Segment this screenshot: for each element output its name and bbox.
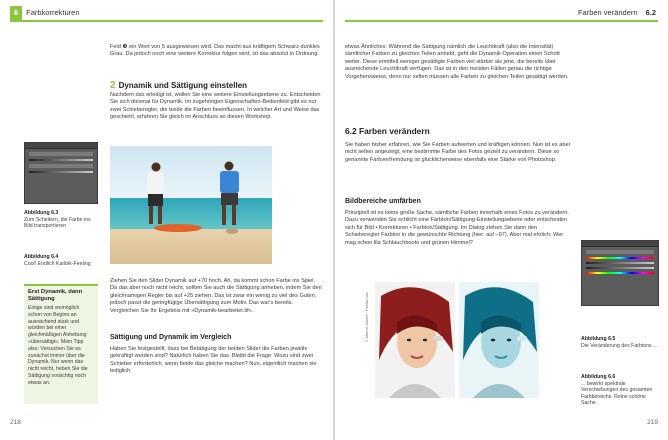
caption-6-4	[24, 254, 100, 267]
panel-titlebar	[25, 143, 97, 149]
person-1-shirt	[147, 172, 164, 194]
panel-titlebar	[582, 241, 658, 247]
right-section-text: Sie haben bisher erfahren, wie Sie Farben aufwerten und kräftigen können. Nun ist es aber nicht selten angezeigt, eine bestimmte Farbe des Fotos gezielt zu verändern. Diese so genannte Farbverfremdung ist glücklicherweise ebenfalls eine Stärke von Photoshop.	[345, 142, 571, 163]
section-running-title: Farben verändern	[577, 8, 638, 17]
right-sub-text: Prinzipiell ist es keine große Sache, sämtliche Farben innerhalb eines Fotos zu verändern. Dazu verwenden Sie schlicht eine Farbton/Sättigung-Einstellungsebene oder entscheiden sich für Bild • Korrekturen • Farbton/Sättigung. Im Dialog ziehen Sie dann den Schieberegler Farbton in die gewünschte Richtung (hier: auf –97). Aber mal ehrlich: Wer mag schon lila Schlauchboote und grünen Himmel?	[345, 210, 569, 246]
person-1-leg	[149, 206, 153, 224]
portrait-hue-shifted-art	[459, 282, 539, 398]
kayak-shape	[154, 224, 202, 232]
lightness-slider	[586, 267, 654, 269]
beach-figures	[110, 146, 272, 264]
caption-6-6	[581, 374, 661, 407]
left-page-header	[10, 6, 323, 22]
photo-credit-text: © Marcel Valcier / Fotolia.com	[365, 291, 369, 342]
person-2-shirt	[220, 171, 239, 193]
portrait-original-art	[375, 282, 455, 398]
tip-box-text: Einige sind womöglich schon von Beginn an ausreichend stark und würden bei einer gleichmäßigen Anhebung »übersättigt«. Mein Tipp also: Versuchen Sie es zunächst immer über die Dynamik. Nur wenn das nicht reicht, heben Sie die Sättigung vorsichtig noch etwas an.	[28, 305, 88, 386]
tip-box-title: Erst Dynamik, dann Sättigung	[28, 289, 83, 302]
subsection-heading-left: Sättigung und Dynamik im Vergleich	[110, 334, 232, 341]
caption-6-4-text: Cool! Endlich Karibik-Feeling	[24, 260, 91, 267]
caption-6-3	[24, 210, 100, 230]
portrait-hue-shifted	[459, 282, 539, 398]
caption-6-5-label: Abbildung 6.5	[581, 336, 616, 342]
caption-6-5-text: Die Veränderung des Farbtons ...	[581, 342, 658, 349]
beach-prop	[226, 228, 238, 234]
section-heading-6-2: 6.2 Farben verändern	[345, 126, 430, 136]
person-1-leg	[158, 206, 162, 224]
right-intro-text: etwas Ähnliches. Während die Sättigung nämlich die Leuchtkraft (also die Intensität) sämtlicher Farben zu gleichen Teilen anhebt, geht die Dynamik-Operation einen Schritt weiter. Diese ermittelt weniger gesättigte Farben viel stärker als jene, die bereits über ausreichende Leuchtkraft verfügen. Das ist in den meisten Fällen genau die richtige Vorgehensweise, denn nur selten müssen alle Farben zu gleichen Teilen gesättigt werden.	[345, 44, 569, 80]
person-2-shorts	[221, 193, 238, 205]
step-title: Dynamik und Sättigung einstellen	[118, 81, 248, 90]
caption-6-3-label: Abbildung 6.3	[24, 210, 59, 216]
step-heading	[110, 80, 247, 91]
chapter-number: 6	[10, 6, 22, 20]
left-page	[0, 0, 333, 440]
caption-6-5	[581, 336, 661, 349]
left-intro-text: Feld ❸ ein Wert von 5 ausgewiesen wird. Das macht aus kräftigem Schwarz dunkles Grau. Da jedoch noch eine weitere Korrektur folgen wird, ist das absolut in Ordnung.	[110, 44, 320, 58]
page-number-left: 218	[10, 419, 21, 426]
spectrum-bar	[586, 272, 654, 274]
right-page-header	[345, 6, 658, 22]
left-sub-text: Haben Sie festgestellt, dass bei Betätigung der beiden Slider die Farben jeweils gekräftigt wurden sind? Natürlich haben Sie das. Bleibt die Frage: Wozu sind zwei Schieber erforderlich, wenn beide das gleiche machen? Nun, eigentlich machen sie lediglich	[110, 346, 317, 375]
caption-6-6-text: ... bewirkt spektrale Verschiebungen des gesamten Farbbereichs. Reine schöne Sache.	[581, 380, 653, 407]
right-page	[335, 0, 668, 440]
panel-row	[29, 164, 93, 168]
portrait-original	[375, 282, 455, 398]
person-2-leg	[222, 205, 226, 225]
hue-slider	[586, 257, 654, 259]
step-text: Nachdem das erledigt ist, wollen Sie eine weitere Einstellungsebene zu. Entscheiden Sie sich diesmal für Dynamik. Im zugehörigen Eigenschaften-Bedienfeld gibt es nur zwei Schieberegler, die beide die Farben beeinflussen. In welcher Art und Weise das geschieht, erfahren Sie gleich im Anschluss an diesen Workshop.	[110, 92, 321, 121]
person-1-shorts	[148, 194, 163, 206]
step-number: 2	[110, 80, 116, 91]
page-number-right: 219	[647, 419, 658, 426]
panel-slider	[29, 171, 93, 173]
subsection-heading-right: Bildbereiche umfärben	[345, 198, 421, 205]
section-running-number: 6.2	[645, 8, 656, 17]
photo-credit	[365, 282, 371, 342]
caption-6-6-label: Abbildung 6.6	[581, 374, 616, 380]
panel-slider	[29, 159, 93, 161]
person-2-head	[225, 162, 234, 171]
beach-photo	[110, 146, 272, 264]
chapter-title: Farbkorrekturen	[26, 8, 80, 17]
person-1-head	[152, 163, 161, 172]
panel-row	[586, 250, 654, 254]
hue-saturation-panel-screenshot	[581, 240, 659, 306]
person-2-leg	[232, 205, 236, 225]
caption-6-4-label: Abbildung 6.4	[24, 254, 59, 260]
caption-6-3-text: Zum Scheitern, die Farbe ins Bild transportieren	[24, 216, 91, 230]
panel-row	[29, 152, 93, 156]
left-mid-text: Ziehen Sie den Slider Dynamik auf +70 hoch. Ah, da kommt schon Farbe ins Spiel. Da das aber noch nicht reicht, sollten Sie auch die Sättigung anheben, indem Sie den gleichnamigen Regler bis auf +25 ziehen. Das ist zwar ein wenig zu viel des Guten, jedoch passt die geringfügige Übersättigung zum Motiv. Das war's bereits. Vergleichen Sie Ihr Ergebnis mit »Dynamik-bearbeitet.tif«.	[110, 278, 322, 314]
tip-box	[24, 284, 98, 404]
properties-panel-screenshot	[24, 142, 98, 204]
saturation-slider	[586, 262, 654, 264]
